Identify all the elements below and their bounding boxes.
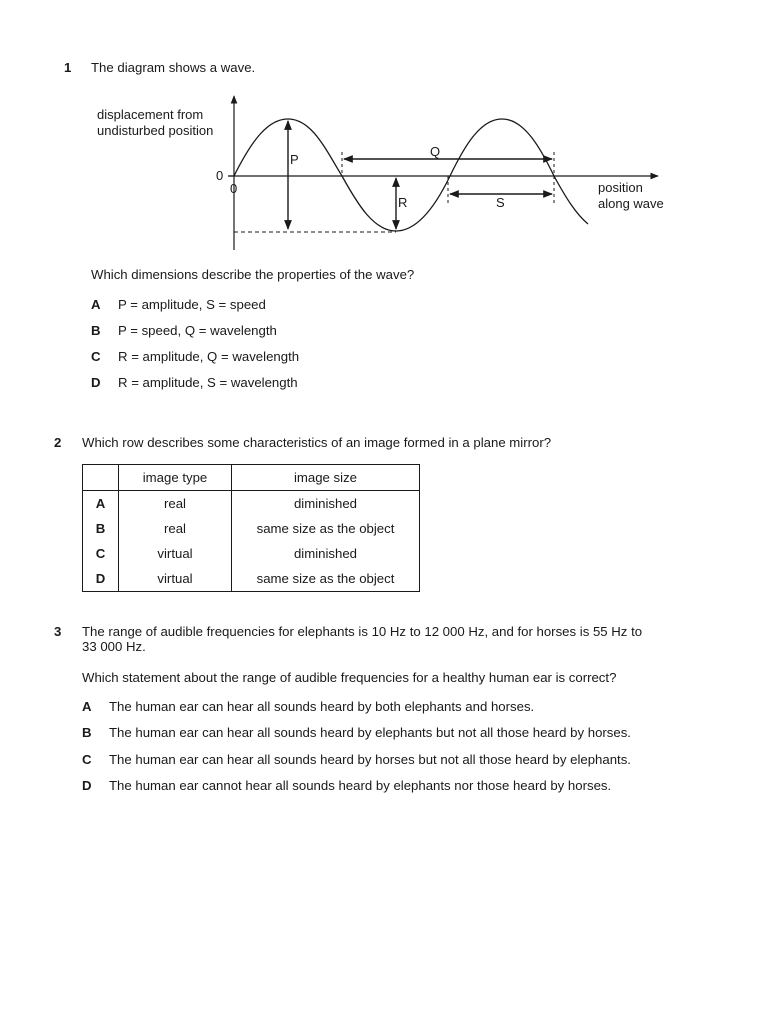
row-letter: B [83, 516, 119, 541]
q3-number: 3 [54, 624, 62, 639]
q3-option-b-text: The human ear can hear all sounds heard by elephants but not all those heard by horses. [109, 725, 631, 740]
label-s: S [496, 195, 505, 210]
x-axis-label-line1: position [598, 180, 643, 195]
q2-number: 2 [54, 435, 62, 450]
table-row [83, 491, 420, 517]
q3-option-b-letter: B [82, 725, 92, 740]
row-image-size: same size as the object [232, 566, 420, 592]
row-image-size: same size as the object [232, 516, 420, 541]
q1-option-b-text: P = speed, Q = wavelength [118, 323, 277, 338]
wave-curve [234, 119, 588, 231]
row-letter: C [83, 541, 119, 566]
row-letter: A [83, 491, 119, 517]
y-axis-label-line1: displacement from [97, 107, 204, 122]
q3-option-d-text: The human ear cannot hear all sounds heard by elephants nor those heard by horses. [109, 778, 612, 793]
y-axis-label-line2: undisturbed position [97, 123, 214, 138]
wave-diagram [0, 0, 768, 270]
options-table [82, 464, 420, 592]
row-image-type: virtual [119, 541, 232, 566]
table-row [83, 541, 420, 566]
q3-text-line2: 33 000 Hz. [82, 639, 146, 654]
y-zero-label: 0 [216, 168, 224, 183]
q3-question: Which statement about the range of audible frequencies for a healthy human ear is correct? [82, 670, 617, 685]
label-q: Q [430, 144, 441, 159]
q1-option-a-text: P = amplitude, S = speed [118, 297, 266, 312]
row-letter: D [83, 566, 119, 592]
q3-option-a-text: The human ear can hear all sounds heard by both elephants and horses. [109, 699, 535, 714]
header-image-size: image size [232, 465, 420, 491]
q1-option-c-letter: C [91, 349, 101, 364]
q1-option-b-letter: B [91, 323, 101, 338]
q1-option-d-letter: D [91, 375, 101, 390]
table-header-row [83, 465, 420, 491]
header-letter [83, 465, 119, 491]
label-p: P [290, 152, 299, 167]
q1-number: 1 [64, 60, 72, 75]
x-axis-label-line2: along wave [598, 196, 664, 211]
row-image-size: diminished [232, 491, 420, 517]
q3-text-line1: The range of audible frequencies for elephants is 10 Hz to 12 000 Hz, and for horses is 55 Hz to [82, 624, 643, 639]
q1-question: Which dimensions describe the properties of the wave? [91, 267, 415, 282]
q1-option-a-letter: A [91, 297, 101, 312]
table-row [83, 566, 420, 592]
row-image-type: virtual [119, 566, 232, 592]
q3-option-c-text: The human ear can hear all sounds heard by horses but not all those heard by elephants. [109, 752, 631, 767]
q3-option-c-letter: C [82, 752, 92, 767]
q1-text: The diagram shows a wave. [91, 60, 256, 75]
q1-option-d-text: R = amplitude, S = wavelength [118, 375, 298, 390]
row-image-type: real [119, 491, 232, 517]
label-r: R [398, 195, 408, 210]
q1-option-c-text: R = amplitude, Q = wavelength [118, 349, 300, 364]
q2-question: Which row describes some characteristics of an image formed in a plane mirror? [82, 435, 552, 450]
header-image-type: image type [119, 465, 232, 491]
row-image-type: real [119, 516, 232, 541]
row-image-size: diminished [232, 541, 420, 566]
q3-option-a-letter: A [82, 699, 92, 714]
x-zero-label: 0 [230, 181, 238, 196]
table-row [83, 516, 420, 541]
q3-option-d-letter: D [82, 778, 92, 793]
